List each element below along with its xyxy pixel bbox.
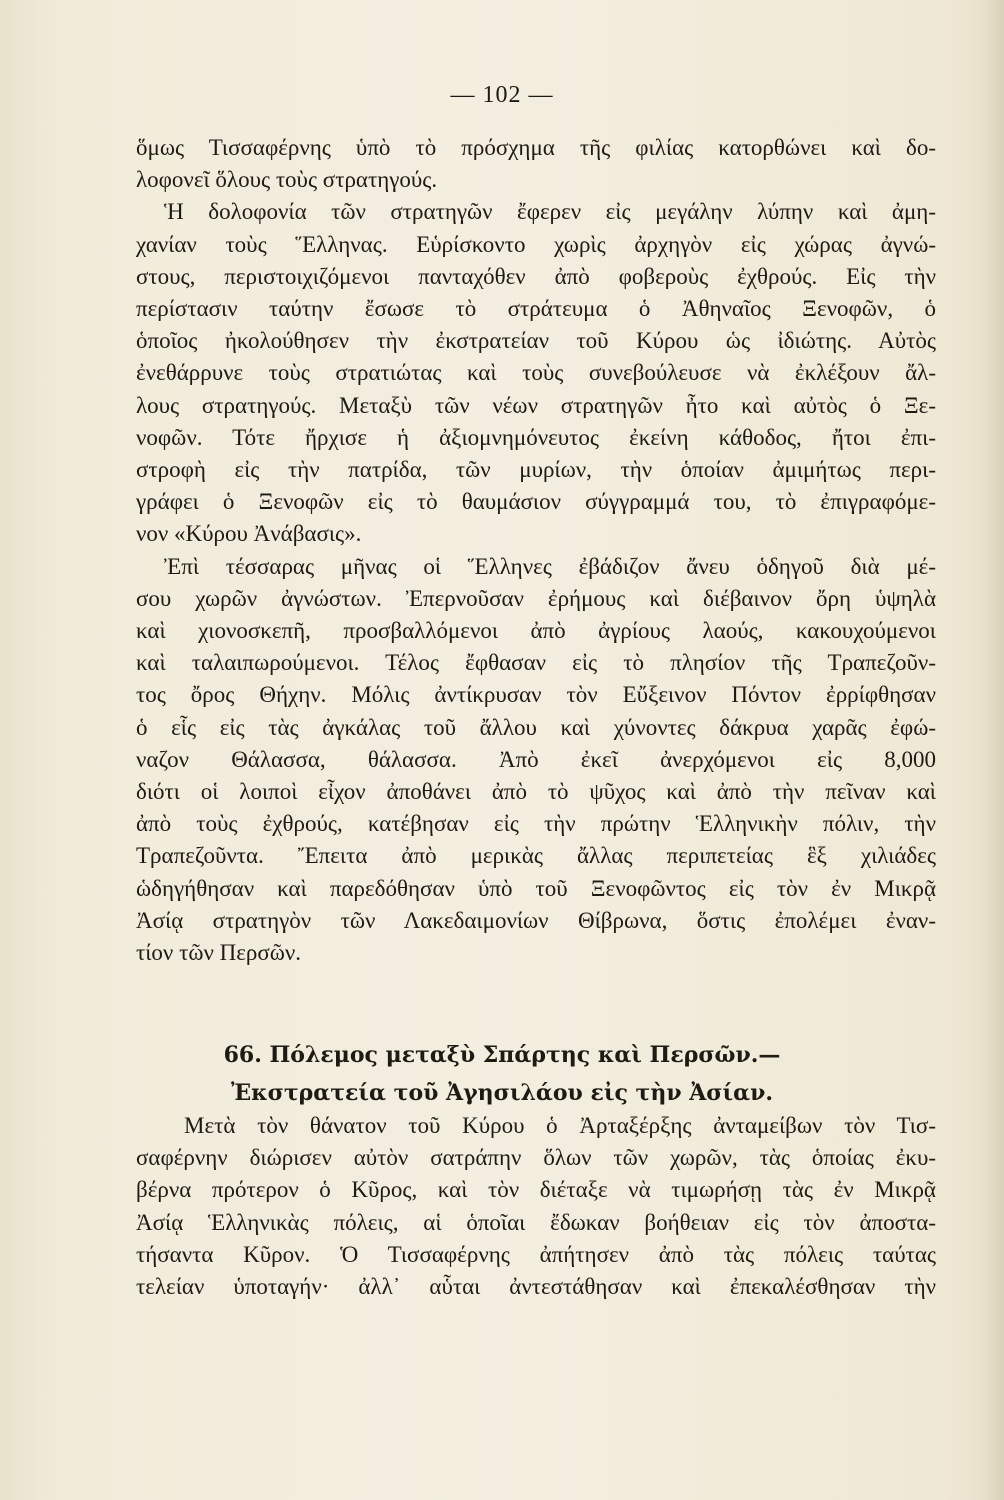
body-text-section-2	[136, 1110, 936, 1303]
text-line: ἐνεθάρρυνε τοὺς στρατιώτας καὶ τοὺς συνεβούλευσε νὰ ἐκλέξουν ἄλ-	[136, 360, 936, 386]
text-line: στους, περιστοιχιζόμενοι πανταχόθεν ἀπὸ φοβεροὺς ἐχθρούς. Εἰς τὴν	[136, 263, 936, 289]
text-line: περίστασιν ταύτην ἔσωσε τὸ στράτευμα ὁ Ἀθηναῖος Ξενοφῶν, ὁ	[136, 296, 936, 322]
text-line: ναζον Θάλασσα, θάλασσα. Ἀπὸ ἐκεῖ ἀνερχόμενοι εἰς 8,000	[136, 746, 936, 772]
text-line: σαφέρνην διώρισεν αὐτὸν σατράπην ὅλων τῶν χωρῶν, τὰς ὁποίας ἐκυ-	[136, 1145, 936, 1171]
text-line: ὁ εἷς εἰς τὰς ἀγκάλας τοῦ ἄλλου καὶ χύνοντες δάκρυα χαρᾶς ἐφώ-	[136, 714, 936, 740]
page-edge-shadow	[982, 0, 1004, 1500]
text-line: λοφονεῖ ὅλους τοὺς στρατηγούς.	[136, 167, 438, 193]
section-heading: 66. Πόλεμος μεταξὺ Σπάρτης καὶ Περσῶν.—	[223, 1042, 781, 1068]
text-line: χανίαν τοὺς Ἕλληνας. Εὑρίσκοντο χωρὶς ἀρχηγὸν εἰς χώρας ἀγνώ-	[136, 231, 936, 257]
text-line: βέρνα πρότερον ὁ Κῦρος, καὶ τὸν διέταξε νὰ τιμωρήσῃ τὰς ἐν Μικρᾷ	[136, 1177, 936, 1203]
text-line: σου χωρῶν ἀγνώστων. Ἐπερνοῦσαν ἐρήμους καὶ διέβαινον ὄρη ὑψηλὰ	[136, 585, 936, 611]
text-line: Ἀσίᾳ Ἑλληνικὰς πόλεις, αἱ ὁποῖαι ἔδωκαν βοήθειαν εἰς τὸν ἀποστα-	[136, 1209, 936, 1235]
text-line: ἀπὸ τοὺς ἐχθρούς, κατέβησαν εἰς τὴν πρώτην Ἑλληνικὴν πόλιν, τὴν	[136, 811, 936, 837]
text-line: τήσαντα Κῦρον. Ὁ Τισσαφέρνης ἀπήτησεν ἀπὸ τὰς πόλεις ταύτας	[136, 1241, 936, 1267]
text-line: τίον τῶν Περσῶν.	[136, 940, 302, 966]
text-line: ὡδηγήθησαν καὶ παρεδόθησαν ὑπὸ τοῦ Ξενοφῶντος εἰς τὸν ἐν Μικρᾷ	[136, 875, 936, 901]
text-line: ὅμως Τισσαφέρνης ὑπὸ τὸ πρόσχημα τῆς φιλίας κατορθώνει καὶ δο-	[136, 135, 936, 160]
text-line: καὶ ταλαιπωρούμενοι. Τέλος ἔφθασαν εἰς τὸ πλησίον τῆς Τραπεζοῦν-	[136, 650, 936, 676]
page-number: — 102 —	[450, 82, 554, 108]
text-line: νον «Κύρου Ἀνάβασις».	[136, 521, 362, 547]
text-line: ὁποῖος ἠκολούθησεν τὴν ἐκστρατείαν τοῦ Κύρου ὡς ἰδιώτης. Αὐτὸς	[136, 328, 936, 354]
text-line: Τραπεζοῦντα. Ἔπειτα ἀπὸ μερικὰς ἄλλας περιπετείας ἓξ χιλιάδες	[136, 843, 936, 869]
text-line: τελείαν ὑποταγήν· ἀλλ᾽ αὗται ἀντεστάθησαν καὶ ἐπεκαλέσθησαν τὴν	[136, 1274, 936, 1300]
text-line: γράφει ὁ Ξενοφῶν εἰς τὸ θαυμάσιον σύγγραμμά του, τὸ ἐπιγραφόμε-	[136, 489, 936, 515]
text-line: Μετὰ τὸν θάνατον τοῦ Κύρου ὁ Ἀρταξέρξης ἀνταμείβων τὸν Τισ-	[184, 1113, 936, 1138]
text-line: Ἀσίᾳ στρατηγὸν τῶν Λακεδαιμονίων Θίβρωνα, ὅστις ἐπολέμει ἐναν-	[136, 907, 936, 933]
text-line: Ἐπὶ τέσσαρας μῆνας οἱ Ἕλληνες ἐβάδιζον ἄνευ ὁδηγοῦ διὰ μέ-	[164, 553, 936, 579]
text-line: τος ὄρος Θήχην. Μόλις ἀντίκρυσαν τὸν Εὔξεινον Πόντον ἐρρίφθησαν	[136, 682, 936, 708]
text-line: διότι οἱ λοιποὶ εἶχον ἀποθάνει ἀπὸ τὸ ψῦχος καὶ ἀπὸ τὴν πεῖναν καὶ	[136, 779, 936, 805]
text-line: καὶ χιονοσκεπῆ, προσβαλλόμενοι ἀπὸ ἀγρίους λαούς, κακουχούμενοι	[136, 618, 936, 644]
text-line: λους στρατηγούς. Μεταξὺ τῶν νέων στρατηγῶν ἦτο καὶ αὐτὸς ὁ Ξε-	[136, 392, 936, 418]
text-line: στροφὴ εἰς τὴν πατρίδα, τῶν μυρίων, τὴν ὁποίαν ἀμιμήτως περι-	[136, 457, 936, 483]
text-line: Ἡ δολοφονία τῶν στρατηγῶν ἔφερεν εἰς μεγάλην λύπην καὶ ἀμη-	[164, 199, 936, 225]
section-subheading: Ἐκστρατεία τοῦ Ἀγησιλάου εἰς τὴν Ἀσίαν.	[230, 1080, 774, 1106]
body-text-section-1	[136, 132, 936, 969]
text-line: νοφῶν. Τότε ἤρχισε ἡ ἀξιομνημόνευτος ἐκείνη κάθοδος, ἤτοι ἐπι-	[136, 424, 936, 450]
